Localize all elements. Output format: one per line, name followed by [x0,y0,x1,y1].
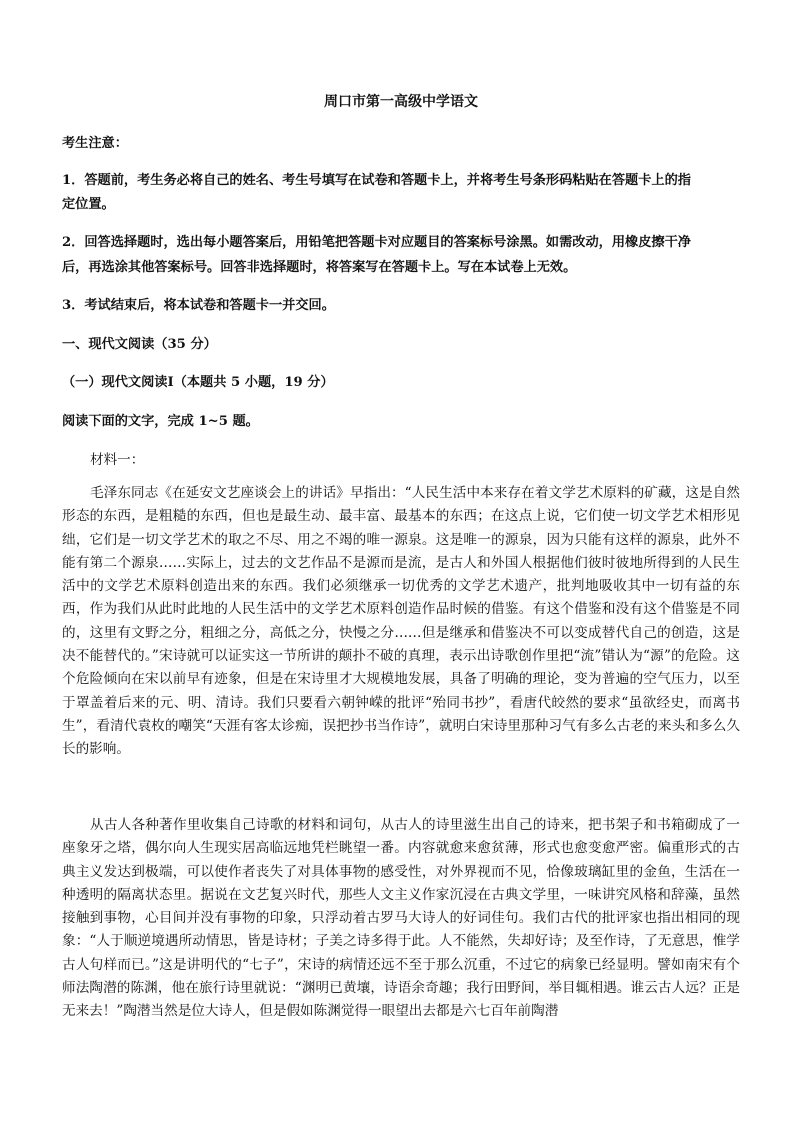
reading-instruction: 阅读下面的文字，完成 1~5 题。 [62,414,259,429]
paragraph-text: 从古人各种著作里收集自己诗歌的材料和词句，从古人的诗里滋生出自己的诗来，把书架子和书箱砌成了一座象牙之塔，偶尔向人生现实居高临远地凭栏眺望一番。内容就愈来愈贫薄，形式也愈变愈严密。偏重形式的古典主义发达到极端，可以使作者丧失了对具体事物的感受性，对外界视而不见，恰像玻璃缸里的金鱼，生活在一种透明的隔离状态里。据说在文艺复兴时代，那些人文主义作家沉浸在古典文学里，一味讲究风格和辞藻，虽然接触到事物，心目间并没有事物的印象，只浮动着古罗马大诗人的好词佳句。我们古代的批评家也指出相同的现象：“人于顺逆境遇所动情思，皆是诗材；子美之诗多得于此。人不能然，失却好诗；及至作诗，了无意思，惟学古人句样而已。”这是讲明代的“七子”，宋诗的病情还远不至于那么沉重，不过它的病象已经显明。譬如南宋有个师法陶潜的陈渊，他在旅行诗里就说：“渊明已黄壤，诗语余奇趣；我行田野间，举目辄相遇。谁云古人远？正是无来去！”陶潜当然是位大诗人，但是假如陈渊觉得一眼望出去都是六七百年前陶潜 [62,817,740,1020]
notice-item-2-line-2: 后，再选涂其他答案标号。回答非选择题时，将答案写在答题卡上。写在本试卷上无效。 [62,260,577,275]
paragraph-text: 毛泽东同志《在延安文艺座谈会上的讲话》早指出：“人民生活中本来存在着文学艺术原料的矿藏，这是自然形态的东西，是粗糙的东西，但也是最生动、最丰富、最基本的东西；在这点上说，它们使一切文学艺术相形见绌，它们是一切文学艺术的取之不尽、用之不竭的唯一源泉。这是唯一的源泉，因为只能有这样的源泉，此外不能有第二个源泉……实际上，过去的文艺作品不是源而是流，是古人和外国人根据他们彼时彼地所得到的人民生活中的文学艺术原料创造出来的东西。我们必须继承一切优秀的文学艺术遗产，批判地吸收其中一切有益的东西，作为我们从此时此地的人民生活中的文学艺术原料创造作品时候的借鉴。有这个借鉴和没有这个借鉴是不同的，这里有文野之分，粗细之分，高低之分，快慢之分……但是继承和借鉴决不可以变成替代自己的创造，这是决不能替代的。”宋诗就可以证实这一节所讲的颠扑不破的真理，表示出诗歌创作里把“流”错认为“源”的危险。这个危险倾向在宋以前早有迹象，但是在宋诗里才大规模地发展，具备了明确的理论，变为普遍的空气压力，以至于罩盖着后来的元、明、清诗。我们只要看六朝钟嵘的批评“殆同书抄”，看唐代皎然的要求“虽欲经史，而离书生”，看清代袁枚的嘲笑“天涯有客太诊痴，误把抄书当作诗”，就明白宋诗里那种习气有多么古老的来头和多么久长的影响。 [62,485,740,758]
passage-paragraph-1 [62,482,740,762]
notice-heading: 考生注意： [62,136,128,151]
notice-item-2-line-1: 2．回答选择题时，选出每小题答案后，用铅笔把答题卡对应题目的答案标号涂黑。如需改动，用橡皮擦干净 [62,235,691,250]
notice-item-3: 3．考试结束后，将本试卷和答题卡一并交回。 [62,298,335,313]
material-label: 材料一： [90,452,145,468]
doc-title: 周口市第一高级中学语文 [324,94,478,110]
notice-item-1-line-2: 定位置。 [62,197,115,212]
subsection-heading: （一）现代文阅读Ⅰ（本题共 5 小题，19 分） [62,375,334,390]
passage-paragraph-2 [62,814,740,1024]
notice-item-1-line-1: 1．答题前，考生务必将自己的姓名、考生号填写在试卷和答题卡上，并将考生号条形码粘贴在答题卡上的指 [62,173,691,188]
section-heading: 一、现代文阅读（35 分） [62,337,217,352]
